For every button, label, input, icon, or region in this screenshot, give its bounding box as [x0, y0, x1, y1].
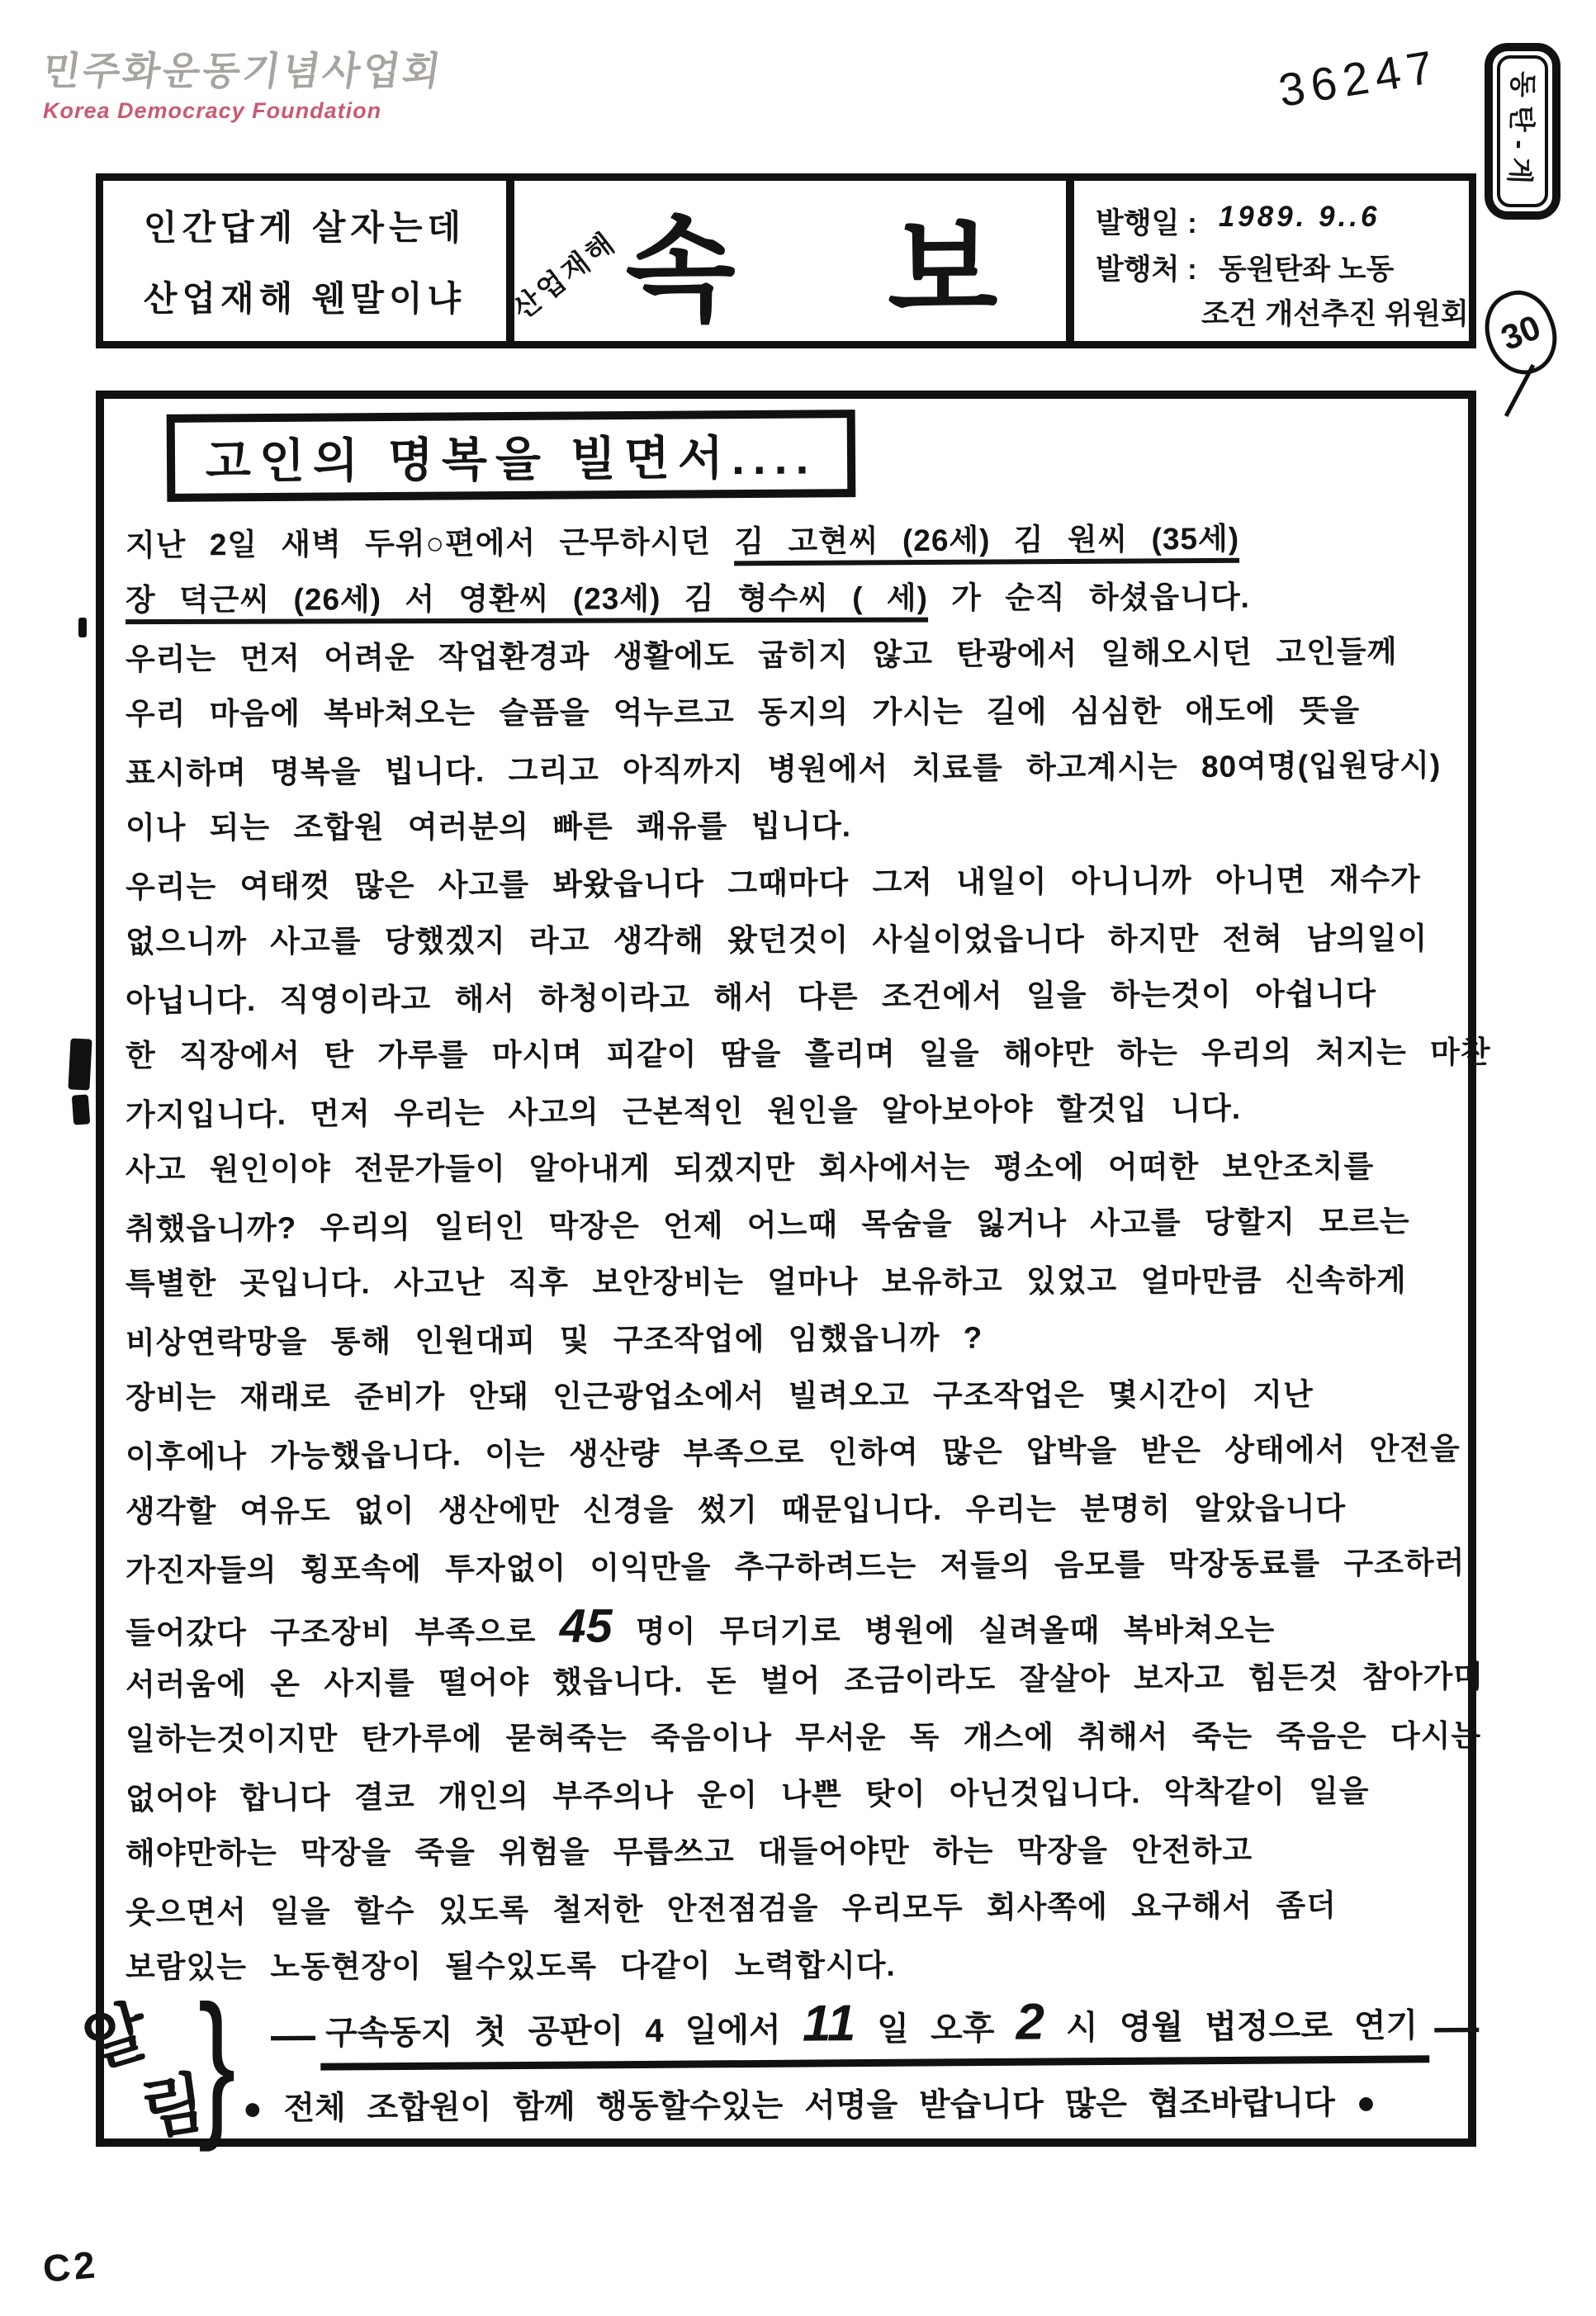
- publisher-row-2: [1096, 291, 1469, 333]
- body-lines: [125, 516, 1491, 1997]
- issue-date-row: [1096, 201, 1469, 242]
- notice-line-1-segment: 2: [1016, 1993, 1045, 2051]
- notice-line-1-segment: 일 오후: [855, 2010, 1016, 2048]
- body-line: [126, 626, 1458, 691]
- publisher-value-line1: 동원탄좌 노동: [1218, 253, 1395, 286]
- body-line: [125, 1651, 1485, 1717]
- issue-date-value: 1989. 9..6: [1218, 201, 1381, 233]
- body-line-segment: 우리는 여태껏 많은 사고를 봐왔읍니다 그때마다 그저 내일이 아니니까 아니면 재수가: [125, 862, 1421, 904]
- scan-artifact: [68, 1038, 92, 1090]
- notice-line-2: ● 전체 조합원이 함께 행동할수있는 서명을 받습니다 많은 협조바랍니다 ●: [242, 2085, 1376, 2127]
- body-line: [126, 1483, 1458, 1543]
- publisher-value-line2: 조건 개선추진 위원회: [1201, 298, 1469, 330]
- body-line-segment: 비상연락망을 통해 인원대피 및 구조작업에 임했읍니까 ?: [125, 1320, 983, 1360]
- body-line-segment: 특별한 곳입니다. 사고난 직후 보안장비는 얼마나 보유하고 있었고 얼마만큼 신속하게: [125, 1263, 1407, 1301]
- body-line: [126, 1879, 1458, 1944]
- side-tab-label: 동탄-게: [1503, 70, 1539, 192]
- body-line-segment: 우리는 먼저 어려운 작업환경과 생활에도 굽히지 않고 탄광에서 일해오시던 고인들께: [125, 634, 1398, 676]
- body-line-segment: 지난 2일 새벽 두위○편에서 근무하시던: [125, 524, 735, 562]
- bulletin-title: 속 보: [625, 207, 1013, 334]
- slogan-line-1: 인간답게 살자는데: [143, 208, 466, 247]
- slogan-line-2: 산업재해 웬말이냐: [143, 279, 466, 318]
- handwritten-registry-number: 36247: [1275, 40, 1443, 116]
- headline-text: 고인의 명복을 빌면서....: [205, 431, 817, 489]
- notice-line-1-group: [320, 1990, 1430, 2070]
- notice-dash-right: —: [1433, 2002, 1480, 2053]
- body-line: [125, 1711, 1482, 1771]
- notice-label-bottom: 림: [136, 2065, 211, 2148]
- body-line: [126, 512, 1458, 577]
- body-line: [126, 1255, 1458, 1315]
- scan-artifact: [72, 1094, 90, 1125]
- notice-line-1: [266, 1990, 1485, 2071]
- body-line-segment: 명이 무더기로 병원에 실려올때 복바쳐오는: [612, 1613, 1276, 1649]
- masthead-slogan-cell: [103, 181, 514, 341]
- archive-logo-korean: 민주화운동기념사업회: [40, 49, 446, 92]
- notice-section: [75, 1972, 1480, 2153]
- archive-logo-english: Korea Democracy Foundation: [43, 97, 382, 123]
- body-line: [126, 1369, 1458, 1429]
- body-line: [126, 799, 1458, 860]
- body-line: [126, 685, 1458, 746]
- notice-label-top: 알: [75, 1992, 157, 2082]
- bulletin-body-box: [75, 391, 1491, 2153]
- notice-line-1-segment: 시 영월 법정으로 연기: [1044, 2007, 1418, 2047]
- masthead-overtitle: 산업재해: [507, 225, 623, 326]
- archive-logo: [40, 49, 446, 123]
- body-line-segment: 취했읍니까? 우리의 일터인 막장은 언제 어느때 목숨을 잃거나 사고를 당할지 모르는: [125, 1204, 1410, 1246]
- body-line-segment: 한 직장에서 탄 가루를 마시며 피같이 땀을 흘리며 일을 해야만 하는 우리의 처지는 마찬: [125, 1035, 1491, 1073]
- notice-brace: }: [197, 1972, 236, 2153]
- body-line-segment: 우리 마음에 복바쳐오는 슬픔을 억누르고 동지의 가시는 길에 심심한 애도에 뜻을: [125, 694, 1361, 732]
- body-line: [126, 1141, 1458, 1201]
- body-line-segment: 가 순직 하셨읍니다.: [927, 580, 1250, 615]
- side-classification-tab: [1485, 43, 1560, 220]
- body-line-segment: 이후에나 가능했읍니다. 이는 생산량 부족으로 인하여 많은 압박을 받은 상태에서 안전을: [125, 1432, 1461, 1474]
- masthead-title-cell: [507, 181, 1074, 341]
- body-line-segment: 45: [559, 1599, 613, 1653]
- body-line-segment: 표시하며 명복을 빕니다. 그리고 아직까지 병원에서 치료를 하고계시는 80여명(입원당시): [125, 748, 1442, 790]
- body-line: [126, 1825, 1458, 1885]
- body-line-segment: 웃으면서 일을 할수 있도록 철저한 안전점검을 우리모두 회사쪽에 요구해서 좀더: [125, 1887, 1338, 1930]
- body-line-segment: 김 고현씨 (26세) 김 원씨 (35세): [734, 522, 1239, 566]
- issue-date-label: 발행일 :: [1096, 207, 1197, 239]
- masthead-publication-cell: [1074, 181, 1475, 341]
- notice-line-1-segment: 11: [802, 1995, 856, 2053]
- body-line: [126, 1597, 1458, 1657]
- circled-page-number: 30: [1473, 281, 1569, 385]
- body-line: [126, 1196, 1458, 1261]
- body-line: [126, 571, 1458, 632]
- body-line: [126, 968, 1458, 1033]
- body-line: [126, 854, 1458, 919]
- body-line-segment: 해야만하는 막장을 죽을 위험을 무릅쓰고 대들어야만 하는 막장을 안전하고: [125, 1833, 1253, 1871]
- body-line: [125, 1537, 1466, 1603]
- publisher-row: [1096, 247, 1469, 288]
- body-line: [125, 1027, 1491, 1087]
- headline-box: [167, 410, 856, 502]
- body-line-segment: 일하는것이지만 탄가루에 묻혀죽는 죽음이나 무서운 독 개스에 취해서 죽는 죽음은 다시는: [125, 1718, 1482, 1757]
- body-line-segment: 장 덕근씨 (26세) 서 영환씨 (23세) 김 형수씨 ( 세): [126, 581, 928, 625]
- body-line-segment: 들어갔다 구조장비 부족으로: [125, 1614, 560, 1651]
- notice-line-1-segment: 구속동지 첫 공판이 4 일에서: [324, 2011, 803, 2052]
- body-line-segment: 사고 원인이야 전문가들이 알아내게 되겠지만 회사에서는 평소에 어떠한 보안조치를: [125, 1149, 1375, 1187]
- body-line: [126, 913, 1458, 973]
- body-line: [126, 740, 1458, 805]
- body-line-segment: 아닙니다. 직영이라고 해서 하청이라고 해서 다른 조건에서 일을 하는것이 아쉽니다: [125, 976, 1377, 1018]
- body-line-segment: 없으니까 사고를 당했겠지 라고 생각해 왔던것이 사실이었읍니다 하지만 전혀 남의일이: [125, 921, 1428, 959]
- body-line-segment: 가진자들의 횡포속에 투자없이 이익만을 추구하려드는 저들의 음모를 막장동료를 구조하러: [125, 1546, 1466, 1588]
- body-line: [126, 1310, 1458, 1375]
- side-tab-inner-frame: [1497, 55, 1548, 207]
- notice-dash-left: —: [270, 2011, 316, 2061]
- body-line: [126, 1082, 1458, 1147]
- body-line: [125, 1423, 1461, 1489]
- body-line-segment: 없어야 합니다 결코 개인의 부주의나 운이 나쁜 탓이 아닌것입니다. 악착같이 일을: [125, 1774, 1370, 1816]
- body-line-segment: 장비는 재래로 준비가 안돼 인근광업소에서 빌려오고 구조작업은 몇시간이 지난: [125, 1377, 1314, 1415]
- body-line-segment: 가지입니다. 먼저 우리는 사고의 근본적인 원인을 알아보아야 할것입 니다.: [125, 1091, 1242, 1132]
- body-line-segment: 이나 되는 조합원 여러분의 빠른 쾌유를 빕니다.: [125, 808, 852, 845]
- body-line-segment: 생각할 여유도 없이 생산에만 신경을 썼기 때문입니다. 우리는 분명히 알았읍니다: [125, 1491, 1347, 1529]
- body-line-segment: 서러움에 온 사지를 떨어야 했읍니다. 돈 벌어 조금이라도 잘살아 보자고 힘든것 참아가며: [125, 1659, 1485, 1702]
- body-line-segment: 보람있는 노동현장이 될수있도록 다같이 노력합시다.: [125, 1948, 896, 1985]
- publisher-label: 발행처 :: [1096, 253, 1197, 286]
- corner-mark: C2: [40, 2243, 100, 2290]
- body-line: [126, 1765, 1458, 1831]
- masthead: [96, 173, 1476, 348]
- scan-artifact: [78, 618, 87, 637]
